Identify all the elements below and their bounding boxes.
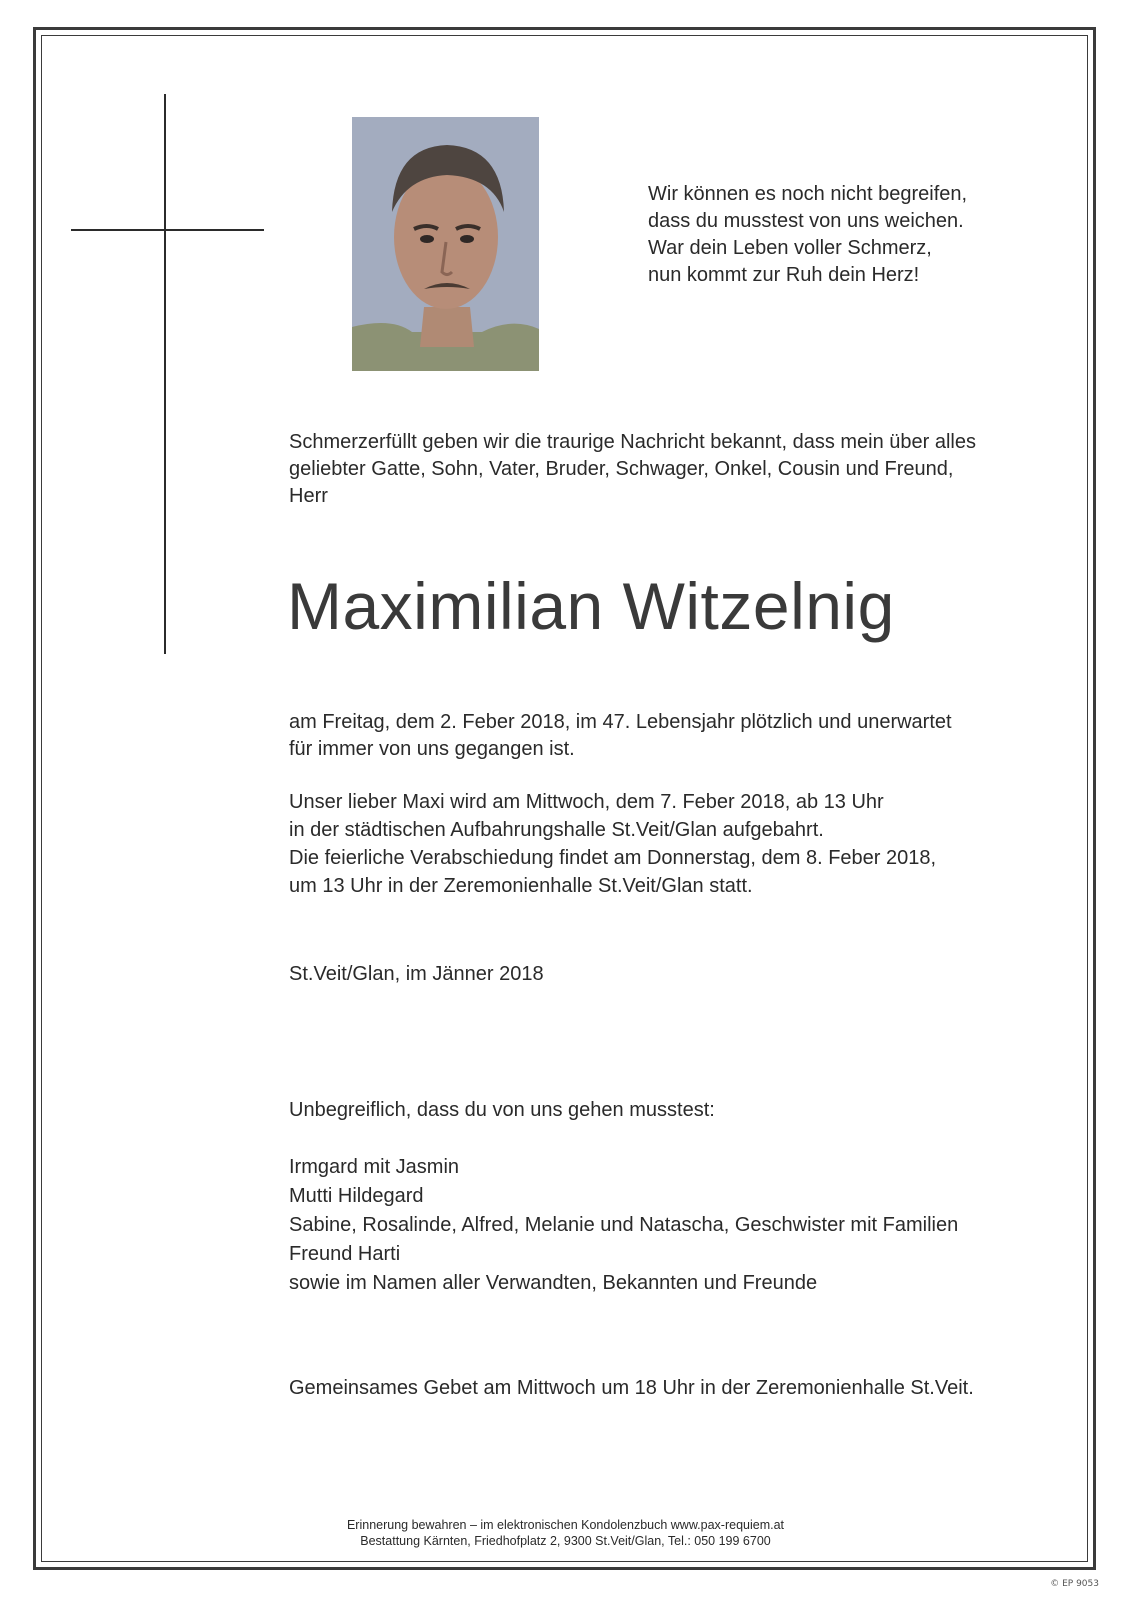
intro-line: Schmerzerfüllt geben wir die traurige Nachricht bekannt, dass mein über alles [289, 431, 977, 453]
cross-icon-horizontal [71, 229, 264, 231]
mourner-line: Sabine, Rosalinde, Alfred, Melanie und Natascha, Geschwister mit Familien [289, 1214, 959, 1236]
ceremony-details [289, 788, 936, 900]
cross-icon-vertical [164, 94, 166, 654]
ceremony-line: um 13 Uhr in der Zeremonienhalle St.Veit/Glan statt. [289, 875, 753, 897]
death-line: für immer von uns gegangen ist. [289, 738, 575, 760]
place-date: St.Veit/Glan, im Jänner 2018 [289, 963, 544, 985]
intro-line: Herr [289, 485, 328, 507]
footer-line: Erinnerung bewahren – im elektronischen Kondolenzbuch www.pax-requiem.at [346, 1518, 785, 1532]
death-notice [289, 709, 952, 763]
mourner-line: Freund Harti [289, 1243, 401, 1265]
intro-text [289, 429, 976, 510]
poem-line: War dein Leben voller Schmerz, [648, 237, 932, 259]
ceremony-line: Die feierliche Verabschiedung findet am Donnerstag, dem 8. Feber 2018, [289, 847, 937, 869]
mourner-line: Irmgard mit Jasmin [289, 1156, 460, 1178]
intro-line: geliebter Gatte, Sohn, Vater, Bruder, Schwager, Onkel, Cousin und Freund, [289, 458, 954, 480]
death-line: am Freitag, dem 2. Feber 2018, im 47. Lebensjahr plötzlich und unerwartet [289, 711, 952, 733]
ceremony-line: in der städtischen Aufbahrungshalle St.Veit/Glan aufgebahrt. [289, 819, 824, 841]
ceremony-line: Unser lieber Maxi wird am Mittwoch, dem 7. Feber 2018, ab 13 Uhr [289, 791, 884, 813]
deceased-name: Maximilian Witzelnig [287, 569, 895, 643]
poem-line: Wir können es noch nicht begreifen, [648, 183, 968, 205]
mourners-list [289, 1153, 958, 1298]
poem-line: nun kommt zur Ruh dein Herz! [648, 264, 920, 286]
mourner-line: sowie im Namen aller Verwandten, Bekannten und Freunde [289, 1272, 818, 1294]
grief-line: Unbegreiflich, dass du von uns gehen musstest: [289, 1099, 715, 1121]
footer [0, 1517, 1131, 1549]
poem [648, 181, 1048, 289]
mourner-line: Mutti Hildegard [289, 1185, 424, 1207]
prayer-notice: Gemeinsames Gebet am Mittwoch um 18 Uhr in der Zeremonienhalle St.Veit. [289, 1377, 974, 1399]
print-code: © EP 9053 [1050, 1579, 1099, 1589]
footer-line: Bestattung Kärnten, Friedhofplatz 2, 9300 St.Veit/Glan, Tel.: 050 199 6700 [360, 1534, 771, 1548]
poem-line: dass du musstest von uns weichen. [648, 210, 964, 232]
portrait-photo [352, 117, 539, 371]
